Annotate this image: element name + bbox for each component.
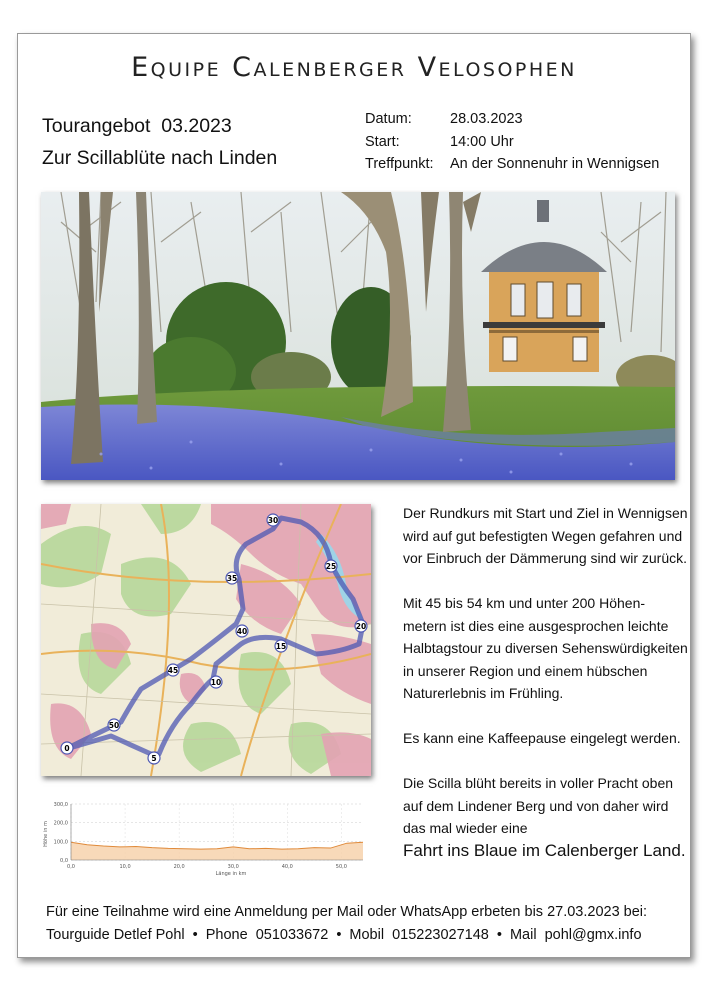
km-marker — [275, 640, 287, 652]
park-photo-illustration — [41, 192, 675, 480]
profile-ytick: 100,0 — [53, 839, 68, 846]
flyer-sheet — [17, 33, 691, 958]
profile-xtick: 20,0 — [173, 864, 185, 870]
svg-text:25: 25 — [325, 562, 337, 571]
km-marker — [267, 514, 279, 526]
profile-xlabel: Länge in km — [215, 871, 247, 876]
profile-xtick: 0,0 — [67, 864, 75, 870]
km-marker — [167, 664, 179, 676]
tour-offer-line: Tourangebot 03.2023 — [42, 115, 232, 137]
svg-text:40: 40 — [236, 627, 248, 636]
svg-text:15: 15 — [275, 642, 287, 651]
route-map — [41, 504, 371, 776]
detail-value: 28.03.2023 — [450, 111, 523, 127]
contact-line — [46, 924, 647, 947]
profile-ylabel: Höhe in m — [43, 821, 49, 847]
detail-label: Treffpunkt: — [365, 156, 434, 172]
km-marker — [61, 742, 73, 754]
club-title: Equipe Calenberger Velosophen — [131, 52, 577, 83]
svg-text:45: 45 — [167, 666, 179, 675]
email-address[interactable]: Mail pohl@gmx.info — [509, 926, 642, 943]
svg-text:0: 0 — [64, 744, 70, 753]
svg-text:30: 30 — [267, 516, 279, 525]
km-marker — [210, 676, 222, 688]
tour-guide: Tourguide Detlef Pohl — [46, 926, 185, 943]
km-marker — [355, 620, 367, 632]
bullet-separator: • — [496, 926, 502, 943]
detail-row-date — [365, 108, 659, 131]
profile-ytick: 300,0 — [53, 802, 68, 808]
profile-xtick: 30,0 — [227, 864, 239, 870]
km-marker — [148, 752, 160, 764]
park-photo — [41, 192, 675, 480]
km-marker — [108, 719, 120, 731]
slogan: Fahrt ins Blaue im Calenberger Land. — [403, 840, 686, 860]
tour-details — [365, 108, 659, 176]
tour-description — [403, 502, 688, 862]
description-paragraph: Die Scilla blüht bereits in voller Pracht oben auf dem Lindener Berg und von daher wird das mal wieder eine — [403, 775, 674, 836]
detail-row-meeting-point — [365, 153, 659, 176]
km-marker — [226, 572, 238, 584]
detail-label: Datum: — [365, 111, 412, 127]
bullet-separator: • — [192, 926, 198, 943]
bullet-separator: • — [336, 926, 342, 943]
svg-text:20: 20 — [355, 622, 367, 631]
tour-name-line: Zur Scillablüte nach Linden — [42, 147, 278, 169]
contact-footer — [46, 901, 647, 946]
profile-area — [71, 842, 363, 860]
svg-text:35: 35 — [226, 574, 238, 583]
profile-xtick: 40,0 — [281, 864, 293, 870]
elevation-chart — [41, 796, 371, 876]
registration-note: Für eine Teilnahme wird eine Anmeldung per Mail oder WhatsApp erbeten bis 27.03.2023 bei: — [46, 904, 648, 920]
profile-xtick: 50,0 — [335, 864, 347, 870]
km-marker — [325, 560, 337, 572]
tour-heading — [42, 110, 277, 174]
description-paragraph: Mit 45 bis 54 km und unter 200 Höhen-metern ist dies eine ausgesprochen leichte Halbtagstour zu diversen Sehenswürdigkeiten in unserer Region und einem hübschen Naturerlebnis im Frühling. — [403, 595, 688, 701]
detail-row-start — [365, 131, 659, 154]
route-map-illustration — [41, 504, 371, 776]
profile-ytick: 200,0 — [53, 820, 68, 827]
phone-number: Phone 051033672 — [205, 926, 329, 943]
detail-value: 14:00 Uhr — [450, 133, 514, 150]
km-marker — [236, 625, 248, 637]
profile-ytick: 0,0 — [60, 858, 68, 864]
svg-text:50: 50 — [108, 721, 120, 730]
svg-text:5: 5 — [151, 754, 157, 763]
description-paragraph: Der Rundkurs mit Start und Ziel in Wennigsen wird auf gut befestigten Wegen gefahren und vor Einbruch der Dämmerung sind wir zurück. — [403, 505, 688, 566]
description-paragraph: Es kann eine Kaffeepause eingelegt werden. — [403, 730, 681, 746]
mobile-number: Mobil 015223027148 — [349, 926, 489, 943]
profile-xtick: 10,0 — [119, 864, 131, 870]
svg-text:10: 10 — [210, 678, 222, 687]
detail-label: Start: — [365, 133, 400, 150]
elevation-profile — [41, 796, 371, 876]
detail-value: An der Sonnenuhr in Wennigsen — [450, 156, 660, 172]
